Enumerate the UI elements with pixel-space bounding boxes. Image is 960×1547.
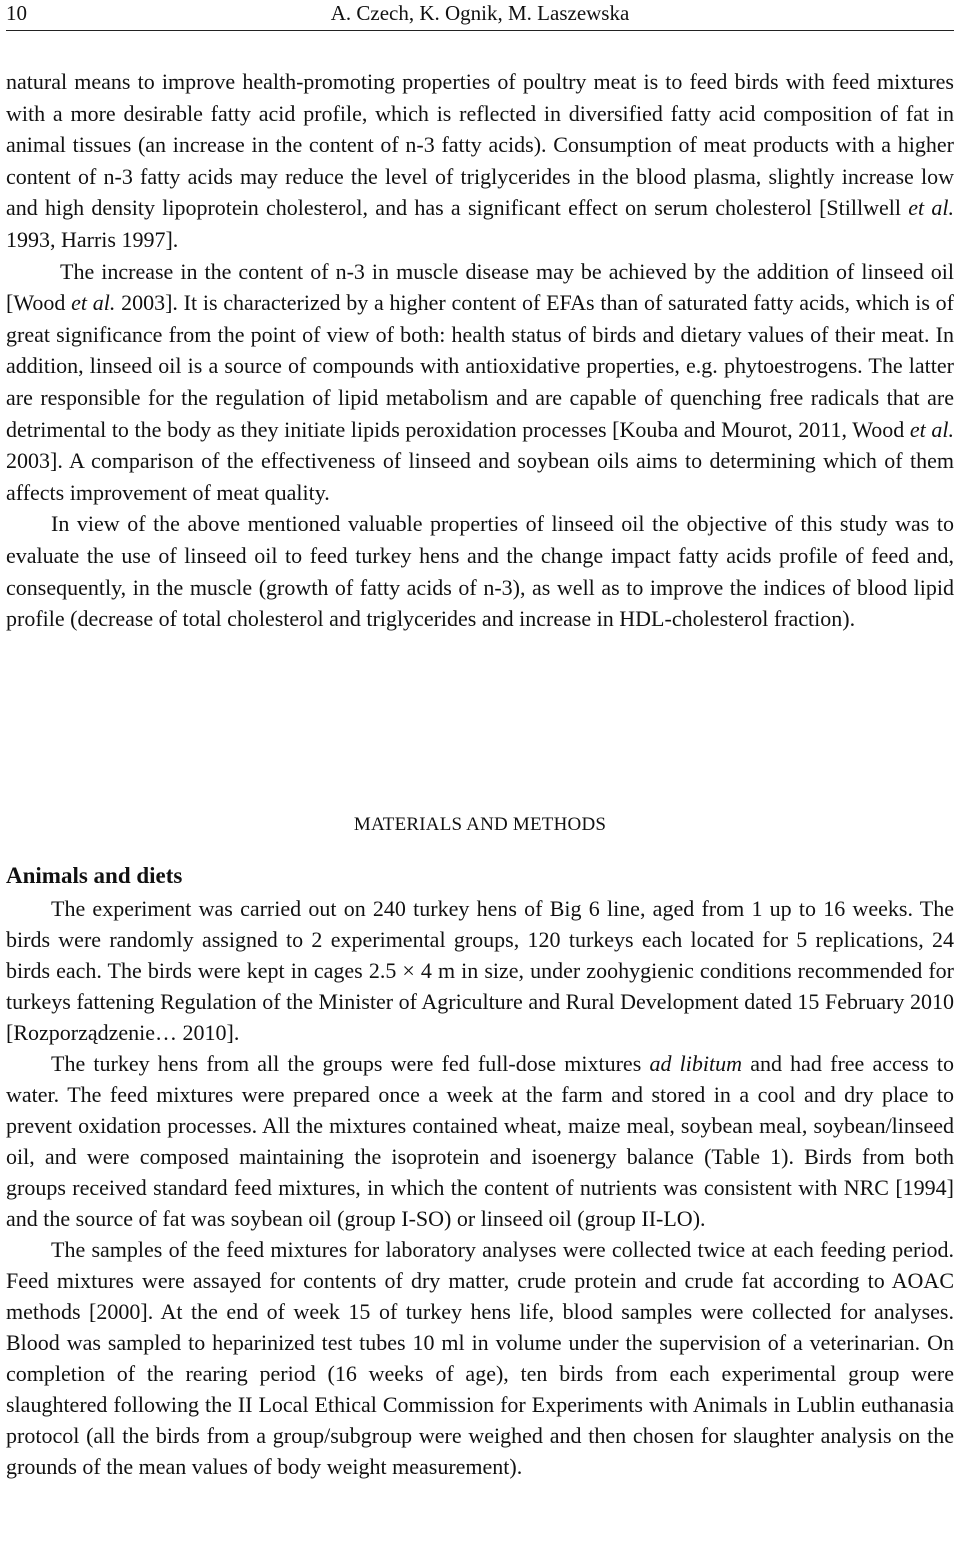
text-run: natural means to improve health-promoting properties of poultry meat is to feed birds with feed mixtures with a more desirable fatty acid profile, which is reflected in diversified fatty acid composition of fat in animal tissues (an increase in the content of n-3 fatty acids). Consumption of meat products with a higher content of n-3 fatty acids may reduce the level of triglycerides in the blood plasma, slightly increase low and high density lipoprotein cholesterol, and has a significant effect on serum cholesterol [Stillwell [6, 69, 954, 221]
text-run: and had free access to water. The feed mixtures were prepared once a week at the farm and stored in a cool and dry place to prevent oxidation processes. All the mixtures contained wheat, maize meal, soybean meal, soybean/linseed oil, and were composed maintaining the isoprotein and isoenergy balance (Table 1). Birds from both groups received standard feed mixtures, in which the content of nutrients was consistent with NRC [1994] and the source of fat was soybean oil (group I-SO) or linseed oil (group II-LO). [6, 1051, 954, 1231]
methods-paragraph-1: The experiment was carried out on 240 turkey hens of Big 6 line, aged from 1 up to 16 weeks. The birds were randomly assigned to 2 experimental groups, 120 turkeys each located for 5 replications, 24 birds each. The birds were kept in cages 2.5 × 4 m in size, under zoohygienic conditions recommended for turkeys fattening Regulation of the Minister of Agriculture and Rural Development dated 15 February 2010 [Rozporządzenie… 2010]. [6, 896, 954, 1045]
introduction-continued [6, 66, 954, 635]
methods-paragraph-3: The samples of the feed mixtures for laboratory analyses were collected twice at each feeding period. Feed mixtures were assayed for contents of dry matter, crude protein and crude fat according to AOAC methods [2000]. At the end of week 15 of turkey hens life, blood samples were collected for analyses. Blood was sampled to heparinized test tubes 10 ml in volume under the supervision of a veterinarian. On completion of the rearing period (16 weeks of age), ten birds from each experimental group were slaughtered following the II Local Ethical Commission for Experiments with Animals in Lublin euthanasia protocol (all the birds from a group/subgroup were weighed and then chosen for slaughter analysis on the grounds of the mean values of body weight measurement). [6, 1237, 954, 1479]
citation-et-al: et al. [908, 195, 954, 221]
intro-paragraph-2 [6, 256, 954, 509]
text-run: 1993, Harris 1997]. [6, 226, 179, 252]
running-header [6, 0, 954, 31]
page-number: 10 [6, 1, 27, 25]
text-run: 2003]. It is characterized by a higher content of EFAs than of saturated fatty acids, which is of great significance from the point of view of both: health status of birds and dietary values of their meat. In addition, linseed oil is a source of compounds with antioxidative properties, e.g. phytoestrogens. The latter are responsible for the regulation of lipid metabolism and are capable of quenching free radicals that are detrimental to the body as they initiate lipids peroxidation processes [Kouba and Mourot, 2011, Wood [6, 290, 954, 442]
subheading-animals-and-diets: Animals and diets [6, 863, 183, 888]
intro-paragraph-3: In view of the above mentioned valuable properties of linseed oil the objective of this study was to evaluate the use of linseed oil to feed turkey hens and the change impact fatty acids profile of feed and, consequently, in the muscle (growth of fatty acids of n-3), as well as to improve the indices of blood lipid profile (decrease of total cholesterol and triglycerides and increase in HDL-cholesterol fraction). [6, 511, 954, 632]
citation-et-al: et al. [71, 290, 116, 316]
methods-paragraph-2 [6, 1048, 954, 1234]
citation-et-al: et al. [909, 416, 954, 442]
emphasis-ad-libitum: ad libitum [649, 1051, 742, 1076]
section-title: MATERIALS AND METHODS [353, 814, 607, 835]
document-page [6, 0, 954, 1479]
running-title: A. Czech, K. Ognik, M. Laszewska [330, 1, 630, 25]
methods-text [6, 893, 954, 1482]
intro-paragraph-1 [6, 66, 954, 256]
text-run: The turkey hens from all the groups were fed full-dose mixtures [51, 1051, 650, 1076]
text-run: 2003]. A comparison of the effectiveness of linseed and soybean oils aims to determining which of them affects improvement of meat quality. [6, 448, 954, 505]
text-run: The increase in the content of n-3 in muscle disease may be achieved by the addition of linseed oil [Wood [6, 258, 954, 316]
